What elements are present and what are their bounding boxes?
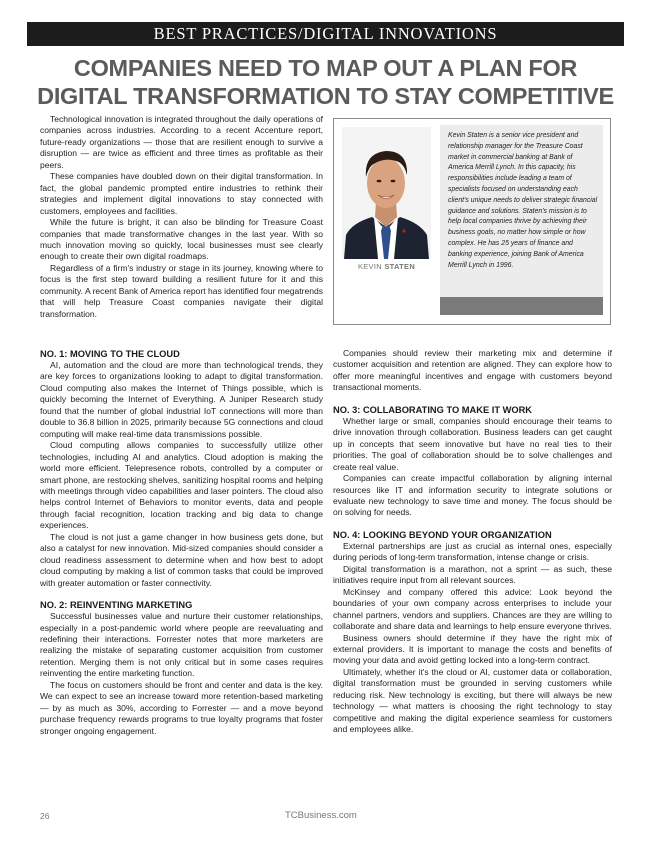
page-number: 26 <box>40 811 50 821</box>
left-column <box>40 348 323 737</box>
right-column <box>333 348 612 736</box>
paragraph: Regardless of a firm's industry or stage in its journey, knowing where to focus is the first step toward building a resilient future for it and this community. A recent Bank of America report has identified four megatrends that will help Treasure Coast companies navigate their digital transformation. <box>40 262 323 319</box>
author-bio: Kevin Staten is a senior vice president and relationship manager for the Treasure Coast market in commercial banking at Bank of America Merrill Lynch. In this capacity, his responsibilities include leading a team of specialists focused on understanding each client's unique needs to deliver strategic financial guidance and solutions. Staten's mission is to help local companies thrive by achieving their business goals, no matter how simple or how complex. He has 25 years of finance and banking experience, joining Bank of America Merrill Lynch in 1996. <box>440 125 603 297</box>
caption-last-name: STATEN <box>384 262 416 271</box>
paragraph: The cloud is not just a game changer in how business gets done, but also a catalyst for new innovation. Mid-sized companies should consider a cloud readiness assessment to determine when and how best to adopt cloud computing by making a list of common tasks that could be improved with greater automation or faster connectivity. <box>40 531 323 588</box>
article-headline <box>27 54 624 110</box>
intro-text <box>40 114 323 320</box>
paragraph: These companies have doubled down on their digital transformation. In fact, the global pandemic prompted entire industries to rethink their strategies and implement digital innovations to stay connected with customers, employees and facilities. <box>40 171 323 216</box>
paragraph: AI, automation and the cloud are more than technological trends, they are key forces to organizations looking to adapt to digital transformation. Cloud computing also makes the Internet of Things possible, which is quickly becoming the Internet of Everything. A Juniper Research study found that the number of global industrial IoT connections will more than double to 36.8 billion in 2025, primarily because 5G connections and cloud computing will make real-time data transmissions possible. <box>40 360 323 439</box>
section-heading-2: NO. 2: REINVENTING MARKETING <box>40 600 193 611</box>
paragraph: Technological innovation is integrated throughout the daily operations of companies across industries. According to a recent Accenture report, future-ready organizations — those that are resilient enough to survive a disruption — are twice as efficient and three times as profitable as their peers. <box>40 114 323 170</box>
paragraph: The focus on customers should be front and center and data is the key. We can expect to see an increase toward more retention-based marketing — by as much as 30%, according to Forrester — and a move beyond purchase frequency rewards programs to true loyalty programs that foster stronger ongoing engagement. <box>40 679 323 736</box>
paragraph: Digital transformation is a marathon, not a sprint — as such, these initiatives require input from all relevant sources. <box>333 563 612 586</box>
author-portrait-image <box>342 127 431 259</box>
paragraph: Companies should review their marketing mix and determine if customer acquisition and retention are aligned. They can explore how to offer more meaningful incentives and engage with customers beyond transactional moments. <box>333 348 612 393</box>
paragraph: While the future is bright, it can also be blinding for Treasure Coast companies that made transformative changes in the last year. With so much innovation moving so quickly, local businesses must see clearly enough to create their own digital roadmaps. <box>40 217 323 262</box>
section-heading-3: NO. 3: COLLABORATING TO MAKE IT WORK <box>333 404 533 415</box>
headline-line-2: DIGITAL TRANSFORMATION TO STAY COMPETITIVE <box>37 83 614 109</box>
paragraph: McKinsey and company offered this advice: Look beyond the boundaries of your own company across enterprises to include your channel partners, vendors and suppliers. Chances are they are willing to collaborate and share data and learnings to help ensure everyone thrives. <box>333 586 612 632</box>
photo-caption <box>342 262 431 271</box>
paragraph: Successful businesses value and nurture their customer relationships, especially in a post-pandemic world where people are reevaluating and redefining their interactions. Forrester notes that more marketers are realizing the mistake of separating customer acquisition from customer retention. Merging them is not only critical but in some cases requires reinventing the entire marketing function. <box>40 611 323 679</box>
paragraph: Ultimately, whether it's the cloud or AI, customer data or collaboration, digital transformation must be grounded in serving customers while reducing risk. New technology is exciting, but there will always be new technology — what matters is choosing the right technology to stay competitive and making the digital experience seamless for customers and employees alike. <box>333 666 612 735</box>
section-heading-4: NO. 4: LOOKING BEYOND YOUR ORGANIZATION <box>333 529 552 540</box>
footer-website: TCBusiness.com <box>285 810 357 821</box>
author-photo <box>342 127 431 259</box>
author-sidebar <box>333 118 611 325</box>
caption-first-name: KEVIN <box>357 262 382 271</box>
paragraph: Whether large or small, companies should encourage their teams to drive innovation through collaboration. Business leaders can get caught up in concepts that seem innovative but have no real ties to their priorities. The goal of collaboration should be to solve challenges and create real value. <box>333 415 612 472</box>
paragraph: External partnerships are just as crucial as internal ones, especially during periods of long-term transformation, intense change or crisis. <box>333 540 612 563</box>
headline-line-1: COMPANIES NEED TO MAP OUT A PLAN FOR <box>73 55 578 81</box>
section-banner: BEST PRACTICES/DIGITAL INNOVATIONS <box>27 22 624 46</box>
bio-decorative-bar <box>440 297 603 315</box>
paragraph: Companies can create impactful collaboration by aligning internal resources like IT and information security to integrate solutions or evaluate new technology to save time and money. The focus should be on solving for needs. <box>333 473 612 518</box>
paragraph: Cloud computing allows companies to successfully utilize other technologies, including AI and analytics. Cloud adoption is making the world more efficient. Telepresence robots, controlled by a computer or smart phone, are restocking shelves, sanitizing hospital rooms and helping with meetings through video capabilities and laser pointers. The cloud also helps control Internet of Behaviors to monitor events, data and people through facial recognition, location tracking and big data to change experiences. <box>40 440 323 531</box>
paragraph: Business owners should determine if they have the right mix of external providers. It is important to manage the costs and benefits of moving your data and avoid getting locked into a long-term contract. <box>333 632 612 666</box>
section-heading-1: NO. 1: MOVING TO THE CLOUD <box>40 349 180 359</box>
